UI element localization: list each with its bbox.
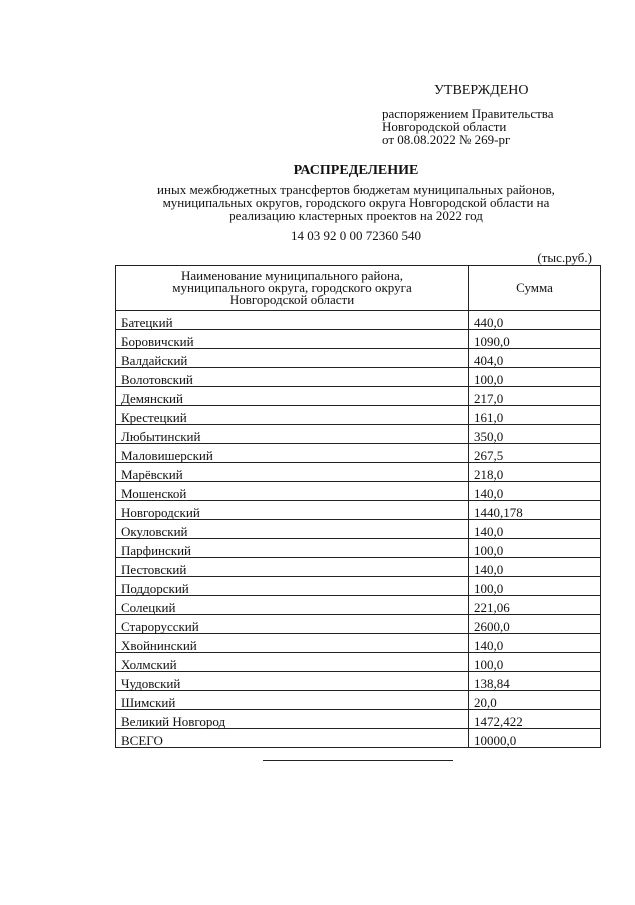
table-row	[116, 653, 601, 672]
table-row	[116, 558, 601, 577]
table-row	[116, 520, 601, 539]
district-name: Батецкий	[116, 311, 469, 330]
district-name: Боровичский	[116, 330, 469, 349]
district-name: Маловишерский	[116, 444, 469, 463]
district-name: Парфинский	[116, 539, 469, 558]
approval-heading: УТВЕРЖДЕНО	[434, 83, 529, 98]
document-subtitle	[0, 183, 635, 222]
amount-value: 1472,422	[469, 710, 601, 729]
district-name: Марёвский	[116, 463, 469, 482]
amount-value: 217,0	[469, 387, 601, 406]
amount-value: 140,0	[469, 634, 601, 653]
table-row	[116, 596, 601, 615]
district-name: Валдайский	[116, 349, 469, 368]
subtitle-line: реализацию кластерных проектов на 2022 год	[229, 208, 483, 223]
amount-value: 138,84	[469, 672, 601, 691]
district-name: Новгородский	[116, 501, 469, 520]
amount-value: 100,0	[469, 368, 601, 387]
approval-line: распоряжением Правительства	[382, 106, 554, 121]
amount-value: 140,0	[469, 558, 601, 577]
table-header-row	[116, 266, 601, 311]
table-row	[116, 349, 601, 368]
amount-value: 440,0	[469, 311, 601, 330]
table-row	[116, 501, 601, 520]
district-name: Великий Новгород	[116, 710, 469, 729]
table-row	[116, 330, 601, 349]
table-row	[116, 634, 601, 653]
table-row	[116, 425, 601, 444]
table-row	[116, 710, 601, 729]
district-name: Поддорский	[116, 577, 469, 596]
district-name: Мошенской	[116, 482, 469, 501]
amount-value: 10000,0	[469, 729, 601, 748]
table-row	[116, 691, 601, 710]
header-name-line: Наименование муниципального района,	[181, 268, 403, 283]
amount-value: 267,5	[469, 444, 601, 463]
document-title: РАСПРЕДЕЛЕНИЕ	[293, 163, 419, 178]
district-name: Волотовский	[116, 368, 469, 387]
district-name: Холмский	[116, 653, 469, 672]
amount-value: 161,0	[469, 406, 601, 425]
table-row	[116, 539, 601, 558]
district-name: Солецкий	[116, 596, 469, 615]
header-name-line: муниципального округа, городского округа	[172, 280, 412, 295]
amount-value: 140,0	[469, 482, 601, 501]
amount-value: 100,0	[469, 539, 601, 558]
table-row	[116, 615, 601, 634]
subtitle-line: муниципальных округов, городского округа Новгородской области на	[162, 195, 550, 210]
header-amount: Сумма	[469, 266, 601, 311]
table-row	[116, 672, 601, 691]
amount-value: 221,06	[469, 596, 601, 615]
district-name: Окуловский	[116, 520, 469, 539]
district-name: Шимский	[116, 691, 469, 710]
table-row	[116, 463, 601, 482]
district-name: Любытинский	[116, 425, 469, 444]
table-row	[116, 482, 601, 501]
budget-code: 14 03 92 0 00 72360 540	[291, 228, 421, 243]
amount-value: 218,0	[469, 463, 601, 482]
amount-value: 100,0	[469, 653, 601, 672]
district-name: Хвойнинский	[116, 634, 469, 653]
table-row	[116, 387, 601, 406]
district-name: Крестецкий	[116, 406, 469, 425]
amount-value: 404,0	[469, 349, 601, 368]
table-row	[116, 729, 601, 748]
distribution-table	[115, 265, 601, 748]
units-label: (тыс.руб.)	[537, 250, 592, 265]
amount-value: 100,0	[469, 577, 601, 596]
amount-value: 2600,0	[469, 615, 601, 634]
district-name: Чудовский	[116, 672, 469, 691]
header-name	[116, 266, 469, 311]
approval-line: от 08.08.2022 № 269-рг	[382, 132, 511, 147]
table-row	[116, 406, 601, 425]
table-row	[116, 444, 601, 463]
table-row	[116, 311, 601, 330]
subtitle-line: иных межбюджетных трансфертов бюджетам муниципальных районов,	[157, 182, 555, 197]
amount-value: 1440,178	[469, 501, 601, 520]
table-body	[116, 311, 601, 748]
header-name-line: Новгородской области	[229, 292, 355, 307]
amount-value: 140,0	[469, 520, 601, 539]
approval-line: Новгородской области	[382, 119, 507, 134]
district-name: ВСЕГО	[116, 729, 469, 748]
district-name: Демянский	[116, 387, 469, 406]
end-rule	[263, 760, 453, 761]
amount-value: 1090,0	[469, 330, 601, 349]
amount-value: 350,0	[469, 425, 601, 444]
amount-value: 20,0	[469, 691, 601, 710]
approval-block	[382, 84, 554, 146]
table-row	[116, 368, 601, 387]
table-row	[116, 577, 601, 596]
district-name: Старорусский	[116, 615, 469, 634]
district-name: Пестовский	[116, 558, 469, 577]
